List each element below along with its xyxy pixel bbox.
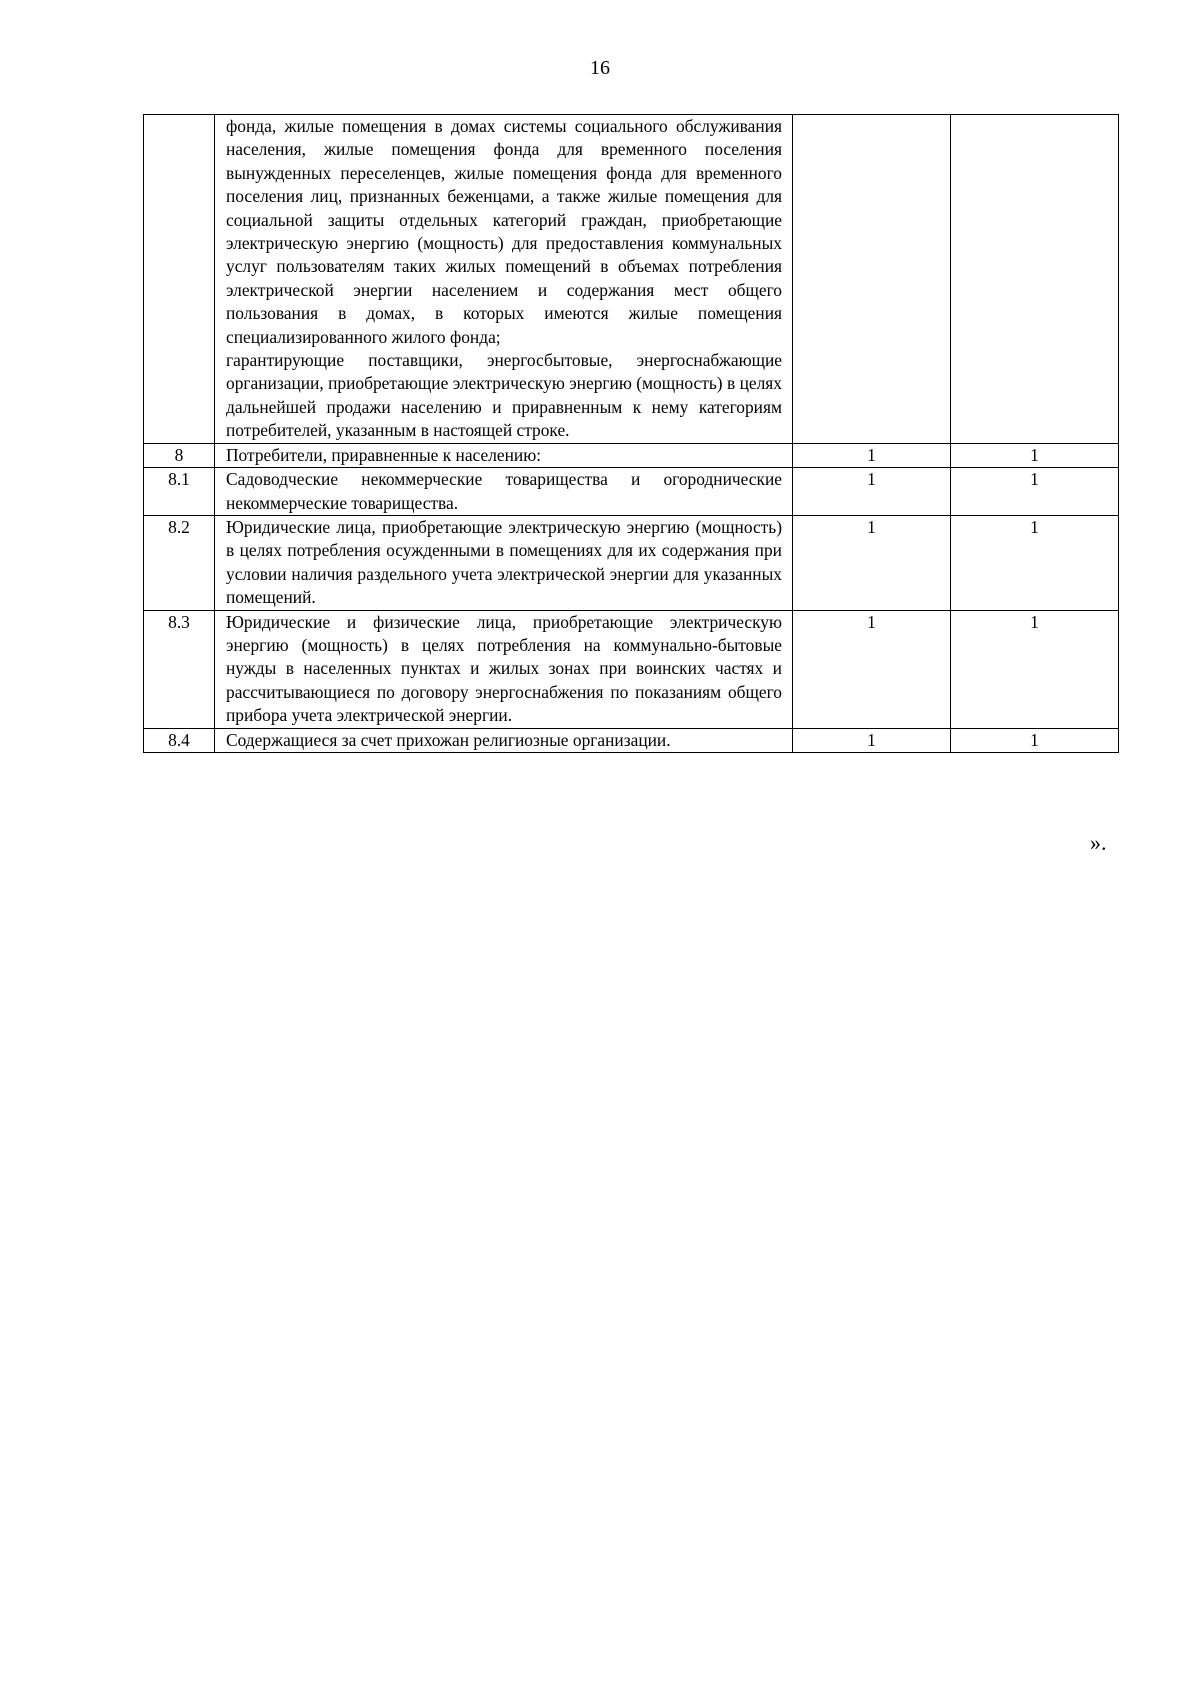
row-text-cell (215, 468, 793, 516)
row-value-1-cell: 1 (793, 728, 951, 752)
row-paragraph: Садоводческие некоммерческие товарищества и огороднические некоммерческие товарищества. (226, 469, 782, 513)
table-row (144, 115, 1119, 444)
table-row (144, 515, 1119, 610)
row-text-cell (215, 443, 793, 467)
table-row (144, 610, 1119, 728)
row-number-cell: 8.3 (144, 610, 215, 728)
row-value-1-cell: 1 (793, 610, 951, 728)
row-value-1-cell: 1 (793, 443, 951, 467)
row-value-2-cell (951, 115, 1119, 444)
tariff-table (143, 114, 1119, 753)
row-text-cell (215, 610, 793, 728)
row-value-2-cell: 1 (951, 515, 1119, 610)
row-paragraph: Юридические и физические лица, приобретающие электрическую энергию (мощность) в целях потребления на коммунально-бытовые нужды в населенных пунктах и жилых зонах при воинских частях и рассчитывающиеся по договору энергоснабжения по показаниям общего прибора учета электрической энергии. (226, 611, 782, 726)
table-row (144, 728, 1119, 752)
row-paragraph: Содержащиеся за счет прихожан религиозные организации. (226, 729, 671, 750)
row-number-cell: 8 (144, 443, 215, 467)
page-number: 16 (590, 57, 610, 79)
table-row (144, 443, 1119, 467)
row-paragraph: Потребители, приравненные к населению: (226, 444, 542, 465)
row-number-cell: 8.2 (144, 515, 215, 610)
row-number-cell (144, 115, 215, 444)
row-value-2-cell: 1 (951, 468, 1119, 516)
row-paragraph: гарантирующие поставщики, энергосбытовые, энергоснабжающие организации, приобретающие электрическую энергию (мощность) в целях дальнейшей продажи населению и приравненным к нему категориям потребителей, указанным в настоящей строке. (226, 350, 782, 441)
row-paragraph: Юридические лица, приобретающие электрическую энергию (мощность) в целях потребления осужденными в помещениях для их содержания при условии наличия раздельного учета электрической энергии для указанных помещений. (226, 516, 782, 608)
row-number-cell: 8.1 (144, 468, 215, 516)
row-text-cell (215, 515, 793, 610)
row-value-2-cell: 1 (951, 443, 1119, 467)
row-text-cell (215, 728, 793, 752)
row-value-1-cell: 1 (793, 515, 951, 610)
row-number-cell: 8.4 (144, 728, 215, 752)
row-value-2-cell: 1 (951, 728, 1119, 752)
row-value-1-cell (793, 115, 951, 444)
row-text-cell (215, 115, 793, 444)
row-value-2-cell: 1 (951, 610, 1119, 728)
row-value-1-cell: 1 (793, 468, 951, 516)
closing-quote-mark: ». (1090, 830, 1107, 855)
row-paragraph: фонда, жилые помещения в домах системы социального обслуживания населения, жилые помещения фонда для временного поселения вынужденных переселенцев, жилые помещения фонда для временного поселения лиц, признанных беженцами, а также жилые помещения для социальной защиты отдельных категорий граждан, приобретающие электрическую энергию (мощность) для предоставления коммунальных услуг пользователям таких жилых помещений в объемах потребления электрической энергии населением и содержания мест общего пользования в домах, в которых имеются жилые помещения специализированного жилого фонда; (226, 116, 782, 347)
table-row (144, 468, 1119, 516)
